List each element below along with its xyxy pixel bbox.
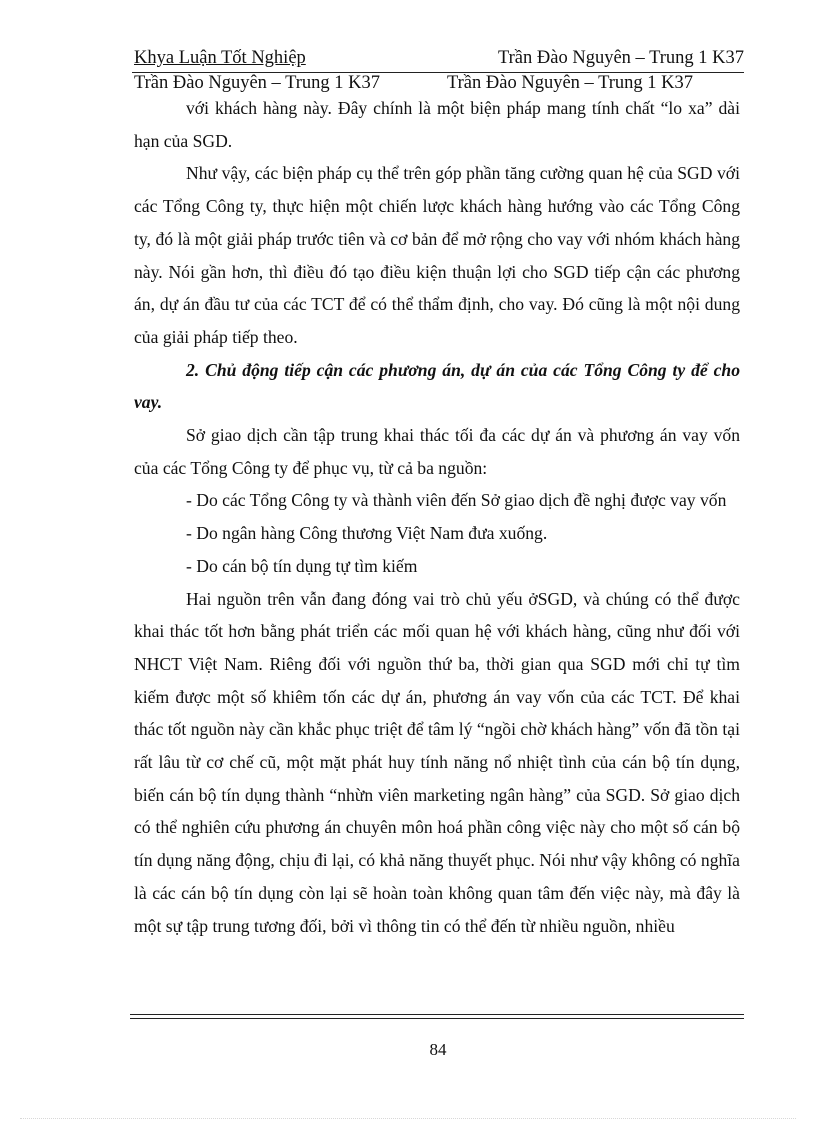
section-heading: 2. Chủ động tiếp cận các phương án, dự án của các Tổng Công ty để cho vay. (134, 359, 740, 413)
header-author-repeat: Trần Đào Nguyên – Trung 1 K37 (447, 73, 694, 93)
footer-rule (130, 1014, 744, 1015)
paragraph: Hai nguồn trên vẫn đang đóng vai trò chủ yếu ởSGD, và chúng có thể được khai thác tốt hơn bằng phát triển các mối quan hệ với khách hàng, cũng như đối với NHCT Việt Nam. Riêng đối với nguồn thứ ba, thời gian qua SGD mới chỉ tự tìm kiếm được một số khiêm tốn các dự án, phương án vay vốn của các TCT. Để khai thác tốt nguồn này cần khắc phục triệt để tâm lý “ngồi chờ khách hàng” vốn đã tồn tại rất lâu từ cơ chế cũ, một mặt phát huy tính năng nổ nhiệt tình của cán bộ tín dụng, biến cán bộ tín dụng thành “nhừn viên marketing ngân hàng” của SGD. Sở giao dịch có thể nghiên cứu phương án chuyên môn hoá phần công việc này cho một số cán bộ tín dụng năng động, chịu đi lại, có khả năng thuyết phục. Nói như vậy không có nghĩa là các cán bộ tín dụng còn lại sẽ hoàn toàn không quan tâm đến việc này, mà đây là một sự tập trung tương đối, bởi vì thông tin có thể đến từ nhiều nguồn, nhiều (134, 588, 740, 936)
running-header (134, 48, 744, 70)
page-edge (20, 1118, 796, 1119)
page-body (134, 92, 740, 942)
paragraph: Sở giao dịch cần tập trung khai thác tối đa các dự án và phương án vay vốn của các Tổng Công ty để phục vụ, từ cả ba nguồn: (134, 425, 740, 478)
header-author: Trần Đào Nguyên – Trung 1 K37 (497, 48, 744, 68)
page-number: 84 (429, 1040, 447, 1059)
list-item: - Do cán bộ tín dụng tự tìm kiếm (186, 555, 418, 576)
header-author-repeat: Trần Đào Nguyên – Trung 1 K37 (134, 73, 381, 93)
paragraph: với khách hàng này. Đây chính là một biện pháp mang tính chất “lo xa” dài hạn của SGD. (134, 98, 740, 151)
list-item: - Do ngân hàng Công thương Việt Nam đưa xuống. (186, 523, 548, 544)
list-item: - Do các Tổng Công ty và thành viên đến Sở giao dịch đề nghị được vay vốn (186, 490, 727, 511)
header-thesis-title: Khya Luận Tốt Nghiệp (134, 48, 306, 68)
paragraph: Như vậy, các biện pháp cụ thể trên góp phần tăng cường quan hệ của SGD với các Tổng Công ty, thực hiện một chiến lược khách hàng hướng vào các Tổng Công ty, đó là một giải pháp trước tiên và cơ bản để mở rộng cho vay với nhóm khách hàng này. Nói gần hơn, thì điều đó tạo điều kiện thuận lợi cho SGD tiếp cận các phương án, dự án đầu tư của các TCT để có thể thẩm định, cho vay. Đó cũng là một nội dung của giải pháp tiếp theo. (134, 163, 740, 347)
footer-rule (130, 1018, 744, 1019)
